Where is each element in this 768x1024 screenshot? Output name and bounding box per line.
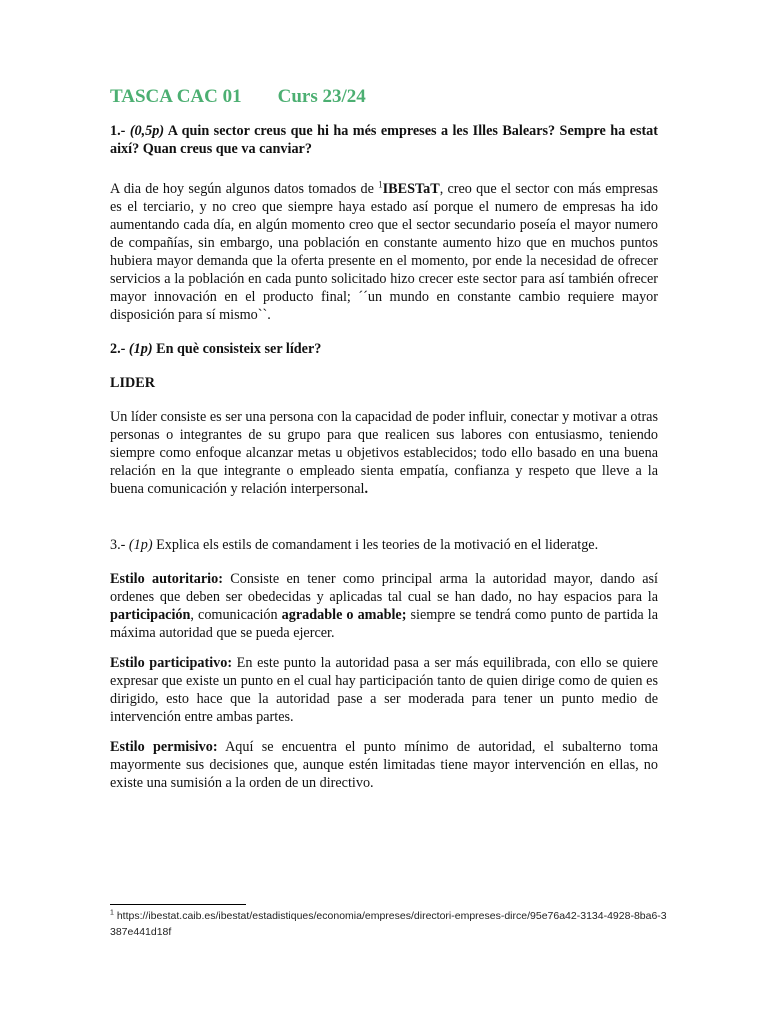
question-2: 2.- (1p) En què consisteix ser líder? bbox=[110, 341, 322, 357]
title-task: TASCA CAC 01 bbox=[110, 86, 242, 107]
footnote-link[interactable]: https://ibestat.caib.es/ibestat/estadistiques/economia/empreses/directori-empreses-dirce/95e76a42-3134-4928-8ba6-3387e441d18f bbox=[110, 910, 667, 938]
question-3: 3.- (1p) Explica els estils de comandament i les teories de la motivació en el lideratge. bbox=[110, 537, 599, 553]
answer-2: Un líder consiste es ser una persona con la capacidad de poder influir, conectar y motivar a otras personas o integrantes de su grupo para que realicen sus labores con entusiasmo, teniendo siempre como enfoque alcanzar metas u objetivos establecidos; todo ello basado en una buena relación en la que integrante o empleado sienta empatía, confianza y respeto que lleve a la buena comunicación y relación interpersonal. bbox=[110, 409, 658, 497]
footnote bbox=[110, 908, 670, 940]
document-body bbox=[110, 122, 658, 792]
source-name: IBESTaT bbox=[382, 181, 440, 197]
footnote-separator bbox=[110, 904, 246, 905]
question-2-points: (1p) bbox=[128, 341, 153, 357]
footnote-reference[interactable]: 1 bbox=[378, 179, 383, 190]
title-course: Curs 23/24 bbox=[277, 86, 366, 107]
document-title bbox=[110, 86, 366, 108]
style-participative-label: Estilo participativo: bbox=[110, 655, 233, 671]
footnote-marker: 1 bbox=[110, 909, 114, 917]
question-1-points: (0,5p) bbox=[129, 123, 165, 139]
question-1: 1.- (0,5p) A quin sector creus que hi ha més empreses a les Illes Balears? Sempre ha estat així? Quan creus que va canviar? bbox=[110, 123, 659, 157]
answer-2-heading: LIDER bbox=[110, 375, 155, 391]
style-permissive-label: Estilo permisivo: bbox=[110, 739, 218, 755]
style-participative: Estilo participativo: En este punto la autoridad pasa a ser más equilibrada, con ello se quiere expresar que existe un punto en el cual hay participación tanto de quien dirige como de quien es dirigido, esto hace que la autoridad pase a ser moderada para tener un punto medio de intervención entre ambas partes. bbox=[110, 655, 658, 725]
style-authoritarian: Estilo autoritario: Consiste en tener como principal arma la autoridad mayor, dando así ordenes que deben ser obedecidas y aplicadas tal cual se han dado, no hay espacios para la participación, comunicación agradable o amable; siempre se tendrá como punto de partida la máxima autoridad que se pueda ejercer. bbox=[110, 571, 658, 641]
answer-1: A dia de hoy según algunos datos tomados de $^1$IBESTaT, creo que el sector con más empresas es el terciario, y no creo que siempre haya estado así porque el numero de empresas ha ido aumentando cada día, en algún momento creo que el sector secundario poseía el mayor numero de compañías, sin embargo, una población en constante aumento hizo que en muchos puntos hubiera mayor demanda que la oferta presente en el momento, por ende la necesidad de ofrecer servicios a la población en cada punto solicitado hizo crecer este sector para así también ofrecer mayor innovación en el producto final; ´´un mundo en constante cambio requiere mayor disposición para sí mismo``. bbox=[110, 179, 658, 323]
question-3-points: (1p) bbox=[128, 537, 153, 553]
style-authoritarian-label: Estilo autoritario: bbox=[110, 571, 223, 587]
style-permissive: Estilo permisivo: Aquí se encuentra el punto mínimo de autoridad, el subalterno toma mayormente sus decisiones que, aunque estén limitadas tiene mayor intervención en ellas, no existe una sumisión a la orden de un directivo. bbox=[110, 739, 658, 791]
